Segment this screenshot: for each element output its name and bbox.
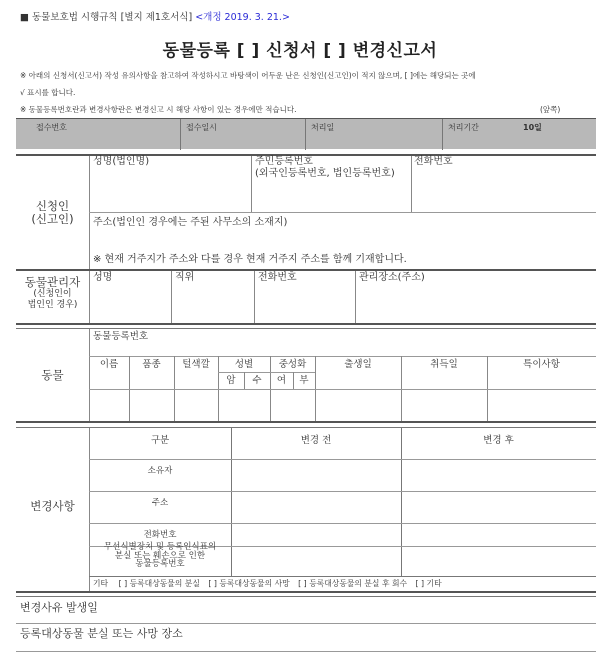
- cell-divider: [355, 271, 356, 323]
- option-other[interactable]: [ ] 기타: [415, 579, 442, 588]
- registration-row-line3: 동물등록번호: [135, 559, 185, 569]
- cell-divider: [171, 271, 172, 323]
- registration-row-line2: 분실 또는 훼손으로 인한: [114, 550, 206, 561]
- changes-header-after: 변경 후: [483, 435, 514, 446]
- col-acquisition-date: 취득일: [430, 359, 458, 370]
- manager-name-field[interactable]: 성명: [93, 272, 113, 283]
- row-divider: [16, 623, 596, 624]
- manager-phone-field[interactable]: 전화번호: [258, 272, 297, 283]
- col-birth-date: 출생일: [344, 359, 372, 370]
- page-title: 동물등록 [ ] 신청서 [ ] 변경신고서: [162, 41, 438, 61]
- changes-row-phone: 전화번호: [143, 530, 177, 540]
- section-divider: [16, 421, 596, 423]
- manager-location-field[interactable]: 관리장소(주소): [359, 272, 425, 283]
- cell-divider: [254, 271, 255, 323]
- subheader-divider: [218, 372, 315, 373]
- changes-row-registration: [89, 543, 231, 569]
- section-divider: [16, 323, 596, 325]
- cell-divider: [251, 156, 252, 212]
- change-reason-date-field[interactable]: 변경사유 발생일: [20, 601, 98, 614]
- applicant-id-sublabel: (외국인등록번호, 법인등록번호): [255, 168, 395, 179]
- phone-after-input[interactable]: [402, 524, 596, 545]
- section-divider-inner: [16, 596, 596, 597]
- option-animal-died[interactable]: [ ] 등록대상동물의 사망: [208, 579, 290, 588]
- manager-label-line2: (신청인이: [33, 289, 72, 300]
- processing-date-label: 처리일: [311, 123, 335, 132]
- col-sex: 성별: [234, 359, 254, 370]
- instruction-note-3: ※ 동물등록번호란과 변경사항란은 변경신고 시 해당 사항이 있는 경우에만 적습니다.: [20, 105, 297, 114]
- col-coat-color: 털색깔: [182, 359, 210, 370]
- section-divider-inner: [16, 328, 596, 329]
- changes-header-category: 구분: [150, 435, 170, 446]
- receipt-date-cell: [181, 119, 306, 150]
- applicant-label-line2: (신고인): [31, 212, 74, 227]
- section-divider-inner: [16, 427, 596, 428]
- changes-other-row: [93, 580, 442, 588]
- registration-row-line1: 무선식별장치 및 등록인식표의: [103, 542, 217, 552]
- loss-death-location-field[interactable]: 등록대상동물 분실 또는 사망 장소: [20, 627, 183, 640]
- processing-period-label: 처리기간: [448, 123, 479, 132]
- manager-label-line3: 법인인 경우): [27, 300, 78, 311]
- instruction-note-1: ※ 아래의 신청서(신고서) 작성 유의사항을 참고하여 작성하시고 바탕색이 어두운 난은 신청인(신고인)이 적지 않으며, [ ]에는 해당되는 곳에: [20, 71, 476, 80]
- applicant-section-label: [16, 200, 89, 226]
- option-animal-lost[interactable]: [ ] 등록대상동물의 분실: [118, 579, 200, 588]
- form-reference-text: ■ 동물보호법 시행규칙 [별지 제1호서식]: [20, 12, 193, 23]
- section-divider: [16, 269, 596, 271]
- animal-data-row[interactable]: [89, 390, 596, 421]
- address-after-input[interactable]: [402, 492, 596, 522]
- section-divider: [16, 591, 596, 593]
- changes-header-before: 변경 전: [300, 435, 332, 446]
- col-name: 이름: [99, 359, 119, 370]
- applicant-name-field[interactable]: 성명(법인명): [93, 156, 150, 167]
- animal-registration-number-field[interactable]: 동물등록번호: [93, 331, 149, 342]
- col-remarks: 특이사항: [523, 359, 560, 370]
- applicant-id-field[interactable]: 주민등록번호: [255, 156, 313, 167]
- processing-period-value: 10일: [523, 123, 542, 132]
- instruction-note-2: √ 표시를 합니다.: [20, 88, 76, 97]
- applicant-address-field[interactable]: 주소(법인인 경우에는 주된 사무소의 소재지): [93, 217, 288, 228]
- office-use-bar: [16, 118, 596, 149]
- receipt-number-label: 접수번호: [36, 123, 67, 132]
- processing-period-cell: [443, 119, 596, 150]
- changes-row-owner: 소유자: [147, 466, 173, 476]
- manager-label-line1: 동물관리자: [24, 275, 81, 289]
- neutered-yes-checkbox[interactable]: 여: [276, 375, 287, 386]
- row-divider: [16, 651, 596, 652]
- manager-label-divider: [89, 271, 90, 323]
- neutered-no-checkbox[interactable]: 부: [299, 375, 309, 386]
- applicant-phone-field[interactable]: 전화번호: [414, 156, 453, 167]
- receipt-number-cell: [16, 119, 181, 150]
- address-before-input[interactable]: [232, 492, 400, 522]
- row-divider: [89, 212, 596, 213]
- changes-section-label: 변경사항: [30, 499, 75, 513]
- other-label: 기타: [93, 579, 109, 588]
- row-divider: [89, 576, 596, 577]
- col-neutered: 중성화: [278, 359, 307, 370]
- owner-after-input[interactable]: [402, 460, 596, 490]
- col-breed: 품종: [142, 359, 161, 370]
- revision-date: <개정 2019. 3. 21.>: [195, 12, 290, 23]
- page-side-label: (앞쪽): [540, 105, 561, 114]
- cell-divider: [411, 156, 412, 212]
- manager-position-field[interactable]: 직위: [175, 272, 195, 283]
- receipt-date-label: 접수일시: [186, 123, 217, 132]
- option-animal-recovered[interactable]: [ ] 등록대상동물의 분실 후 회수: [298, 579, 408, 588]
- changes-row-address: 주소: [151, 498, 169, 508]
- sex-female-checkbox[interactable]: 암: [226, 375, 236, 386]
- sex-male-checkbox[interactable]: 수: [252, 375, 262, 386]
- processing-date-cell: [306, 119, 443, 150]
- form-reference: [20, 13, 290, 23]
- manager-section-label: [16, 276, 89, 311]
- applicant-label-line1: 신청인: [35, 199, 70, 213]
- phone-before-input[interactable]: [232, 524, 400, 545]
- applicant-address-note: ※ 현재 거주지가 주소와 다를 경우 현재 거주지 주소를 함께 기재합니다.: [93, 254, 407, 265]
- animal-section-label: 동물: [41, 368, 64, 382]
- row-divider: [89, 356, 596, 357]
- owner-before-input[interactable]: [232, 460, 400, 490]
